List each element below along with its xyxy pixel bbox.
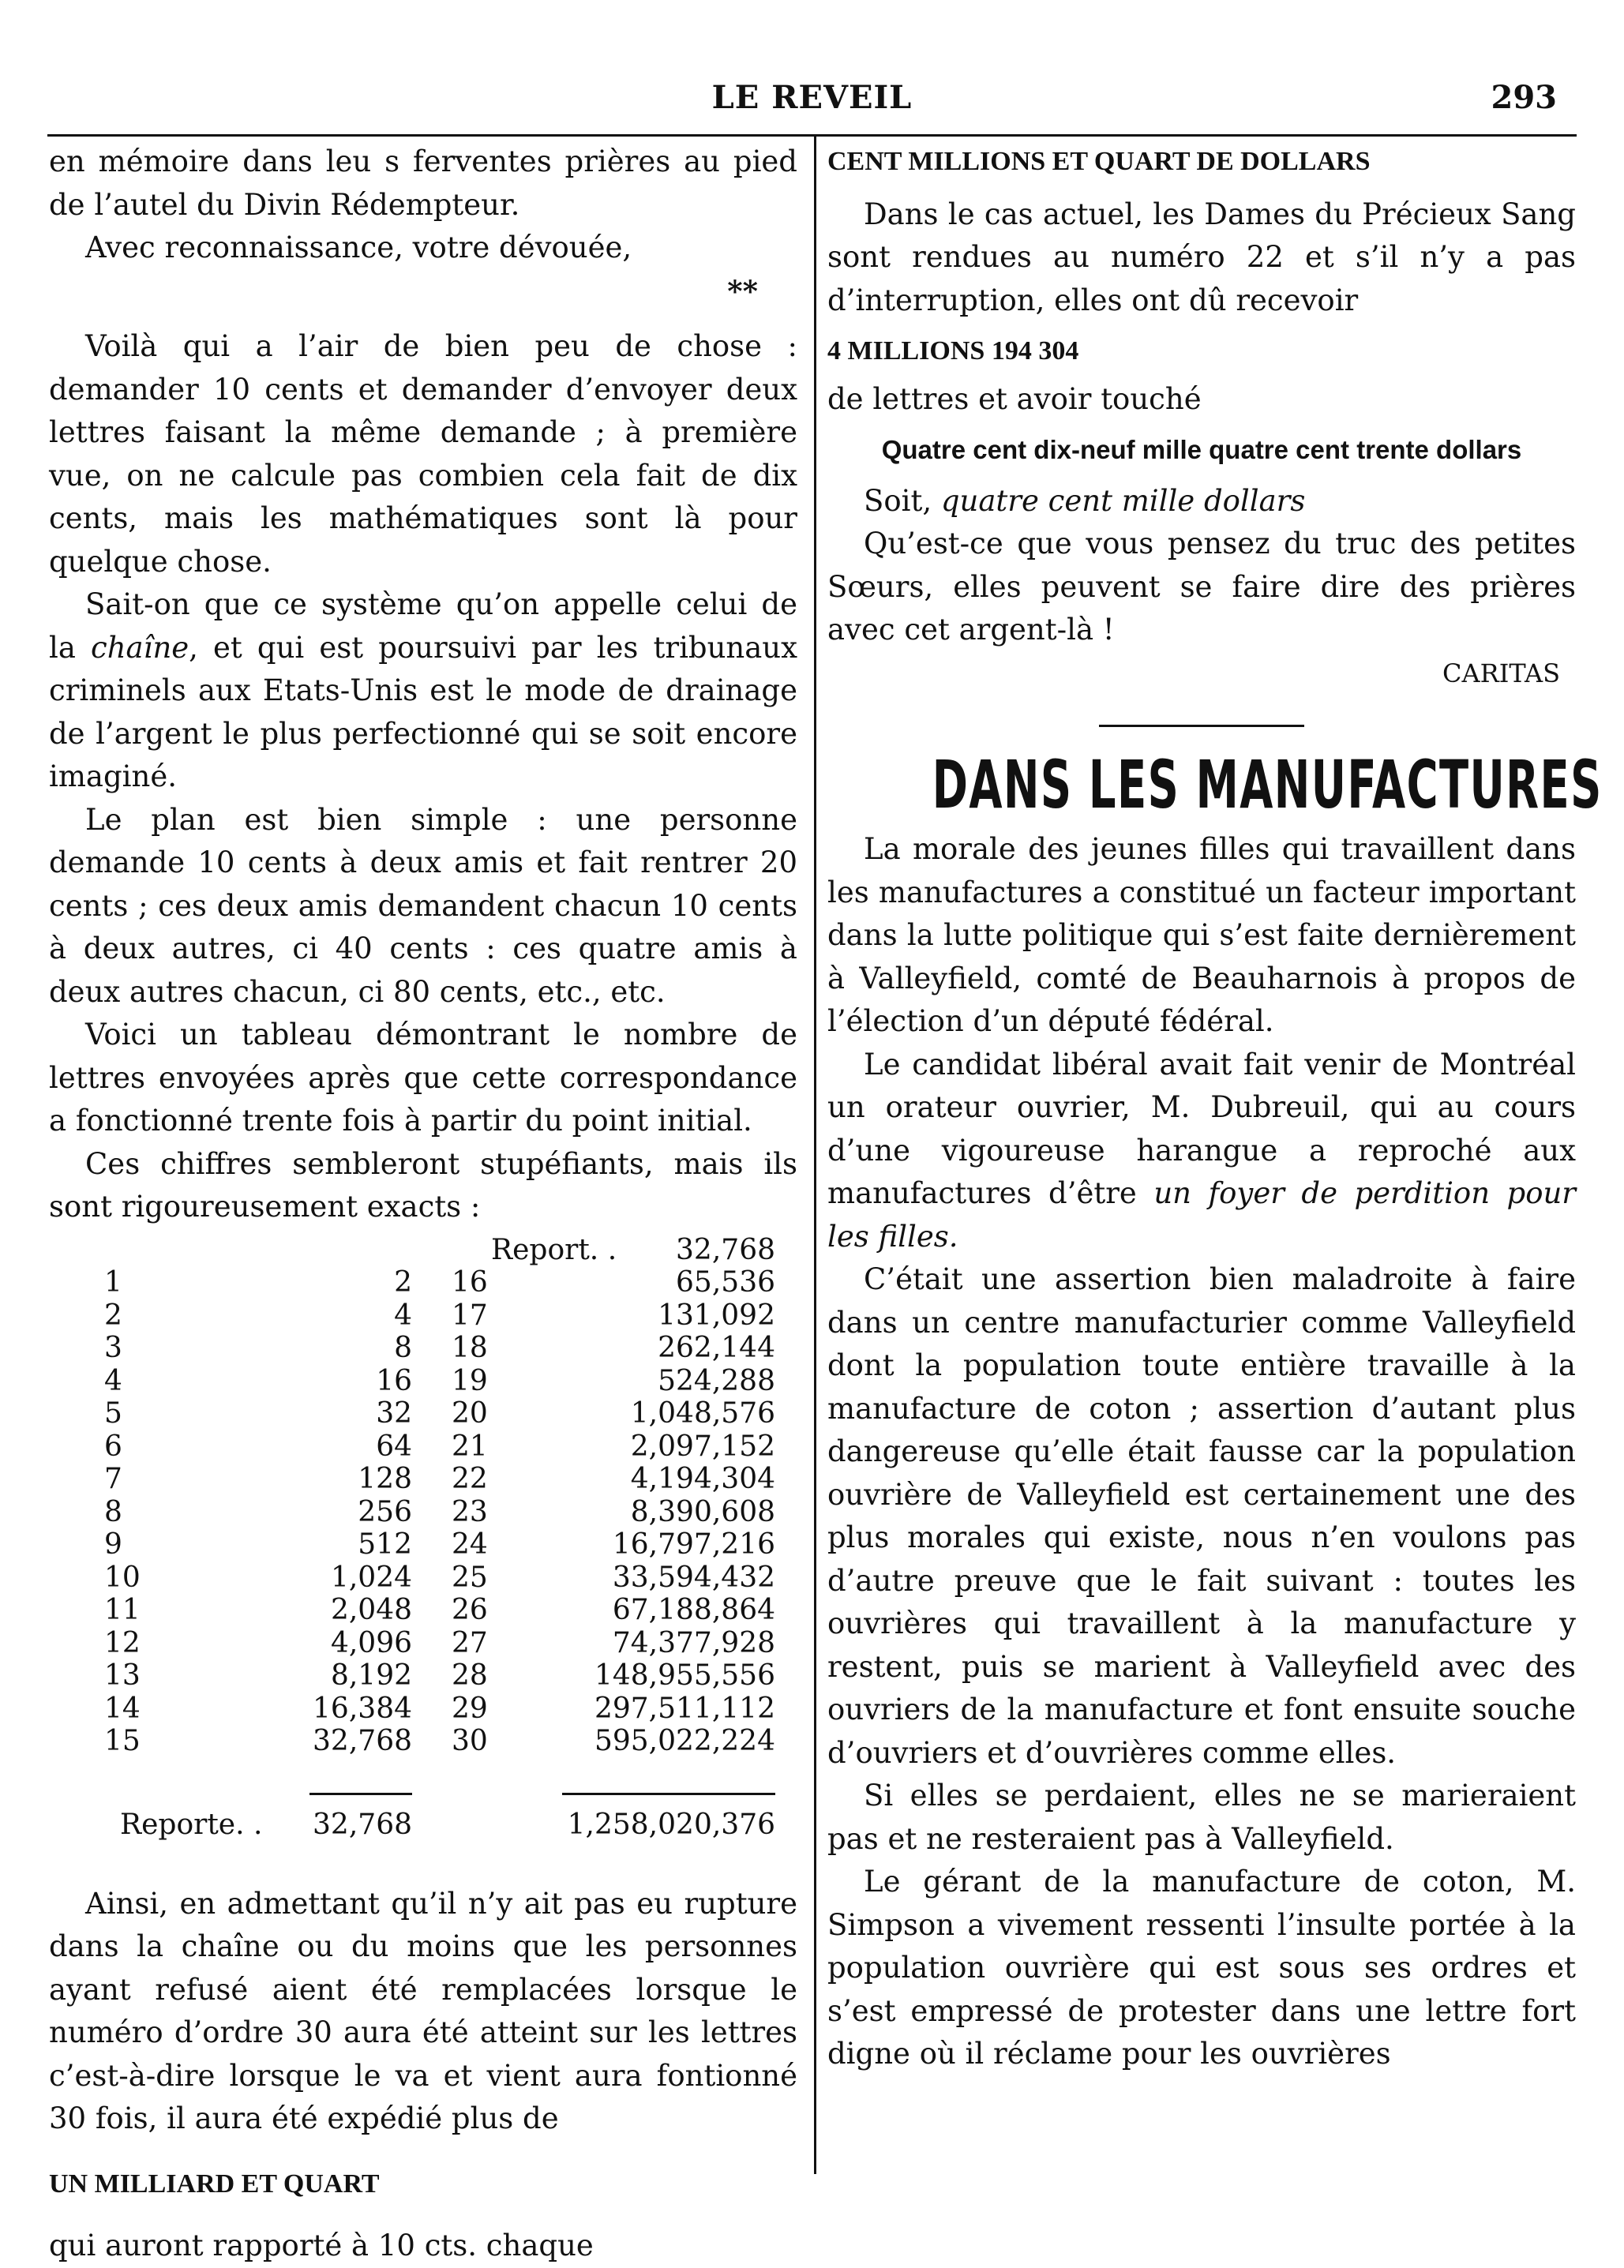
paragraph: La morale des jeunes filles qui travaillent dans les manufactures a constitué un facteur important dans la lutte politique qui s’est faite dernièrement à Valleyfield, comté de Beauharnois à propos de l’élection d’un député fédéral.	[827, 832, 1576, 1038]
table-cell: 20	[452, 1397, 488, 1430]
table-cell: 11	[104, 1594, 141, 1626]
italic-text: quatre cent mille dollars	[940, 483, 1306, 518]
table-cell: 524,288	[658, 1364, 775, 1397]
table-cell: 5	[104, 1397, 122, 1430]
right-column	[827, 141, 1603, 2076]
table-cell: 10	[104, 1561, 141, 1594]
table-cell: 1,048,576	[630, 1397, 775, 1430]
paragraph: Le plan est bien simple : une personne demande 10 cents à deux amis et fait rentrer 20 cents ; ces deux amis demandent chacun 10 cents à deux autres, ci 40 cents : ces quatre amis à deux autres chacun, ci 80 cents, etc., etc.	[49, 802, 797, 1009]
emphasis-line: UN MILLIARD ET QUART	[49, 2169, 380, 2199]
page-header	[47, 79, 1577, 115]
table-column-number-1	[104, 1266, 141, 1758]
table-cell: 23	[452, 1495, 488, 1528]
table-cell: 32	[376, 1397, 412, 1430]
table-cell: 256	[358, 1495, 412, 1528]
page-number: 293	[1491, 79, 1557, 116]
table-column-number-2	[452, 1266, 499, 1758]
paragraph: Le gérant de la manufacture de coton, M. Simpson a vivement ressenti l’insulte portée à la population ouvrière qui est sous ses ordres et s’est empressé de protester dans une lettre fort digne où il réclame pour les ouvrières	[827, 1865, 1576, 2071]
table-cell: 4,194,304	[630, 1463, 775, 1495]
left-column	[49, 141, 797, 2268]
paragraph: qui auront rapporté à 10 cts. chaque	[49, 2229, 594, 2262]
table-cell: 24	[452, 1528, 488, 1561]
table-cell: 67,188,864	[612, 1594, 775, 1626]
section-title: DANS LES MANUFACTURES	[932, 746, 1603, 823]
newspaper-title: LE REVEIL	[711, 79, 913, 116]
table-cell: 128	[358, 1463, 412, 1495]
text-span: Le candidat libéral avait fait venir de Montréal un orateur ouvrier, M. Dubreuil, qui au cours d’une vigoureuse harangue a reproché aux manufactures d’être	[827, 1047, 1576, 1210]
table-cell: 17	[452, 1299, 488, 1332]
emphasis-line: Quatre cent dix-neuf mille quatre cent trente dollars	[881, 435, 1522, 464]
table-cell: 65,536	[676, 1266, 775, 1299]
table-cell: 16	[452, 1266, 488, 1299]
table-cell: 21	[452, 1430, 488, 1463]
report-value: 32,768	[676, 1233, 775, 1266]
table-cell: 15	[104, 1725, 141, 1757]
italic-text: chaîne	[91, 630, 189, 665]
table-cell: 2,048	[330, 1594, 412, 1626]
table-cell: 64	[376, 1430, 412, 1463]
table-cell: 1,024	[330, 1561, 412, 1594]
table-cell: 3	[104, 1332, 122, 1364]
paragraph: Voici un tableau démontrant le nombre de lettres envoyées après que cette correspondance a fonctionné trente fois à partir du point initial.	[49, 1018, 797, 1138]
table-cell: 27	[452, 1626, 488, 1659]
table-cell: 4	[104, 1364, 122, 1397]
table-column-value-2	[562, 1266, 775, 1758]
table-cell: 18	[452, 1332, 488, 1364]
table-cell: 74,377,928	[612, 1626, 775, 1659]
table-cell: 2	[394, 1266, 412, 1299]
table-cell: 7	[104, 1463, 122, 1495]
table-cell: 16,797,216	[612, 1528, 775, 1561]
paragraph: Ces chiffres sembleront stupéfiants, mais ils sont rigoureusement exacts :	[49, 1146, 797, 1224]
paragraph: de lettres et avoir touché	[827, 381, 1202, 416]
table-cell: 12	[104, 1626, 141, 1659]
table-cell: 2,097,152	[630, 1430, 775, 1463]
paragraph	[827, 480, 1576, 523]
table-cell: 1	[104, 1266, 122, 1299]
emphasis-line: 4 MILLIONS 194 304	[827, 336, 1079, 366]
table-cell: 14	[104, 1692, 141, 1725]
total-label: Reporte. .	[120, 1808, 263, 1841]
table-cell: 6	[104, 1430, 122, 1463]
table-cell: 4,096	[330, 1626, 412, 1659]
paragraph: C’était une assertion bien maladroite à faire dans un centre manufacturier comme Valleyfield dont la population toute entière travaille à la manufacture de coton ; assertion d’autant plus dangereuse qu’elle était fausse car la population ouvrière de Valleyfield est certainement une des plus morales qui existe, nous n’en voulons pas d’autre preuve que le fait suivant : toutes les ouvrières qui travaillent à la manufacture y restent, puis se marient à Valleyfield avec des ouvriers de la manufacture et font ensuite souche d’ouvriers et d’ouvrières comme elles.	[827, 1262, 1576, 1770]
table-sum-rule	[309, 1793, 412, 1795]
table-cell: 297,511,112	[594, 1692, 775, 1725]
paragraph: Ainsi, en admettant qu’il n’y ait pas eu rupture dans la chaîne ou du moins que les personnes ayant refusé aient été remplacées lorsque le numéro d’ordre 30 aura été atteint sur les lettres c’est-à-dire lorsque le va et vient aura fontionné 30 fois, il aura été expédié plus de	[49, 1886, 797, 2135]
table-totals-row	[49, 1809, 797, 1843]
letters-table	[49, 1234, 797, 1875]
paragraph: Qu’est-ce que vous pensez du truc des petites Sœurs, elles peuvent se faire dire des prières avec cet argent-là !	[827, 527, 1576, 647]
table-cell: 29	[452, 1692, 488, 1725]
report-label: Report. .	[491, 1233, 617, 1266]
table-cell: 9	[104, 1528, 122, 1561]
header-rule	[47, 134, 1577, 137]
text-span: , et qui est poursuivi par les tribunaux criminels aux Etats-Unis est le mode de drainage de l’argent le plus perfectionné qui se soit encore imaginé.	[49, 630, 797, 793]
table-cell: 8	[394, 1332, 412, 1364]
section-rule	[1099, 725, 1304, 727]
table-cell: 4	[394, 1299, 412, 1332]
paragraph: en mémoire dans leu s ferventes prières au pied de l’autel du Divin Rédempteur.	[49, 144, 797, 222]
total-value-1: 32,768	[313, 1808, 412, 1841]
paragraph: Si elles se perdaient, elles ne se marieraient pas et ne resteraient pas à Valleyfield.	[827, 1779, 1576, 1856]
italic-text: un foyer de perdition pour les filles.	[827, 1176, 1576, 1254]
table-cell: 148,955,556	[594, 1659, 775, 1692]
table-cell: 16	[376, 1364, 412, 1397]
table-cell: 30	[452, 1725, 488, 1757]
paragraph: Avec reconnaissance, votre dévouée,	[85, 231, 632, 264]
table-cell: 19	[452, 1364, 488, 1397]
table-cell: 16,384	[313, 1692, 412, 1725]
table-cell: 8,192	[330, 1659, 412, 1692]
table-cell: 131,092	[658, 1299, 775, 1332]
table-column-value-1	[191, 1266, 412, 1758]
signature: CARITAS	[1442, 658, 1560, 688]
table-cell: 8	[104, 1495, 122, 1528]
table-cell: 26	[452, 1594, 488, 1626]
paragraph	[49, 583, 797, 799]
text-span: Soit,	[864, 483, 941, 518]
table-cell: 595,022,224	[594, 1725, 775, 1757]
paragraph: Voilà qui a l’air de bien peu de chose : demander 10 cents et demander d’envoyer deux lettres faisant la même demande ; à première vue, on ne calcule pas combien cela fait de dix cents, mais les mathématiques sont là pour quelque chose.	[49, 329, 797, 579]
table-cell: 8,390,608	[630, 1495, 775, 1528]
table-cell: 13	[104, 1659, 141, 1692]
table-cell: 262,144	[658, 1332, 775, 1364]
text-span: Sait-on que ce système qu’on appelle celui de la	[49, 587, 797, 665]
paragraph: Dans le cas actuel, les Dames du Précieux Sang sont rendues au numéro 22 et s’il n’y a pas d’interruption, elles ont dû recevoir	[827, 197, 1576, 317]
table-cell: 25	[452, 1561, 488, 1594]
table-cell: 28	[452, 1659, 488, 1692]
section-stars: **	[727, 273, 758, 309]
table-cell: 33,594,432	[612, 1561, 775, 1594]
table-cell: 22	[452, 1463, 488, 1495]
table-cell: 512	[358, 1528, 412, 1561]
table-sum-rule	[562, 1793, 775, 1795]
total-value-2: 1,258,020,376	[567, 1808, 775, 1841]
column-divider	[814, 136, 816, 2174]
subheading: CENT MILLIONS ET QUART DE DOLLARS	[827, 147, 1371, 176]
table-cell: 2	[104, 1299, 122, 1332]
paragraph	[827, 1044, 1576, 1259]
table-cell: 32,768	[313, 1725, 412, 1757]
